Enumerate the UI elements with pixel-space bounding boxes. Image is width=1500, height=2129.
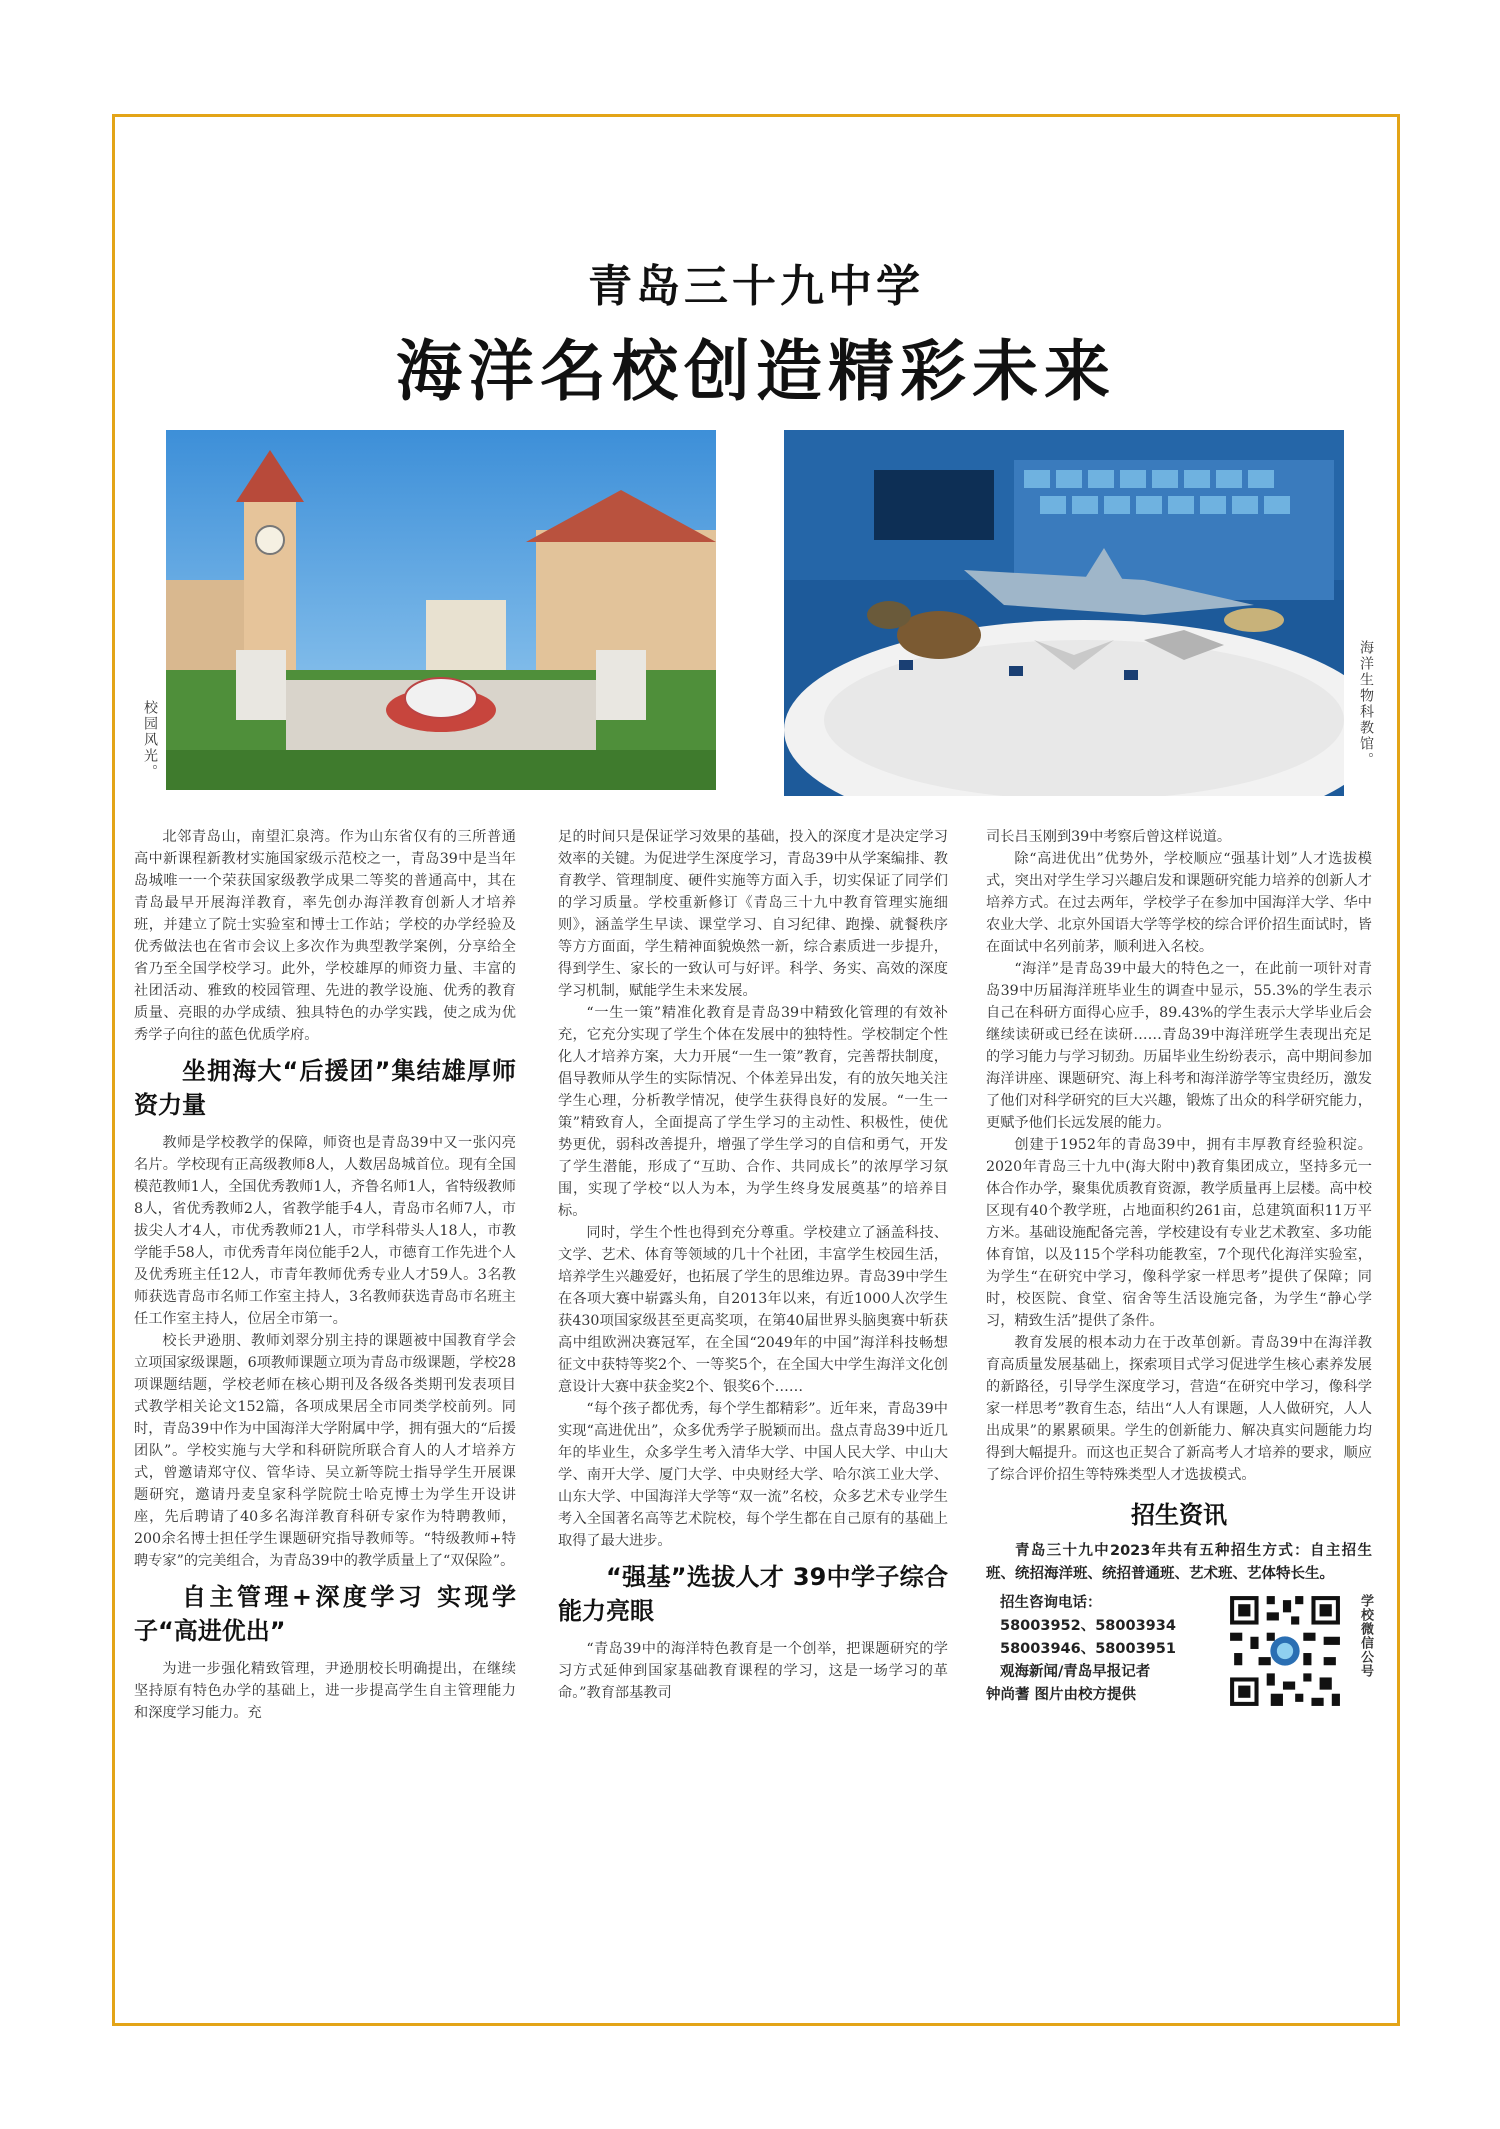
recruitment-info — [986, 1540, 1372, 1720]
intro-paragraph: 北邻青岛山，南望汇泉湾。作为山东省仅有的三所普通高中新课程新教材实施国家级示范校之一，青岛39中是当年岛城唯一一个荣获国家级教学成果二等奖的普通高中，其在青岛最早开展海洋教育，率先创办海洋教育创新人才培养班，并建立了院士实验室和博士工作站；学校的办学经验及优秀做法也在省市会议上多次作为典型教学案例，分享给全省乃至全国学校学习。此外，学校雄厚的师资力量、丰富的社团活动、雅致的校园管理、先进的教学设施、优秀的教育质量、亮眼的办学成绩、独具特色的办学实践，使之成为优秀学子向往的蓝色优质学府。 — [134, 829, 516, 1043]
recruitment-intro: 青岛三十九中2023年共有五种招生方式：自主招生班、统招海洋班、统招普通班、艺术班、艺体特长生。 — [986, 1543, 1372, 1582]
recruitment-title: 招生资讯 — [1131, 1501, 1227, 1529]
photo-caption-campus: 校园风光。 — [142, 700, 158, 780]
photo-caption-museum: 海洋生物科教馆。 — [1358, 640, 1374, 768]
body-paragraph: 教师是学校教学的保障，师资也是青岛39中又一张闪亮名片。学校现有正高级教师8人，人数居岛城首位。现有全国模范教师1人，全国优秀教师1人，齐鲁名师1人，省特级教师8人，省优秀教师2人，省教学能手4人，青岛市名师7人，市拔尖人才4人，市优秀教师21人，市学科带头人18人，市教学能手58人，市优秀青年岗位能手2人，市德育工作先进个人及优秀班主任12人，市青年教师优秀专业人才59人。3名教师获选青岛市名师工作室主持人，3名教师获选青岛市名班主任工作室主持人，位居全市第一。 — [134, 1135, 516, 1327]
body-paragraph: “每个孩子都优秀，每个学生都精彩”。近年来，青岛39中实现“高进优出”，众多优秀学子脱颖而出。盘点青岛39中近几年的毕业生，众多学生考入清华大学、中国人民大学、中山大学、南开大学、厦门大学、中央财经大学、哈尔滨工业大学、山东大学、中国海洋大学等“双一流”名校，众多艺术专业学生考入全国著名高等艺术院校，每个学生都在自己原有的基础上取得了最大进步。 — [558, 1401, 948, 1549]
body-paragraph: 同时，学生个性也得到充分尊重。学校建立了涵盖科技、文学、艺术、体育等领域的几十个社团，丰富学生校园生活，培养学生兴趣爱好，也拓展了学生的思维边界。青岛39中学生在各项大赛中崭露头角，自2013年以来，有近1000人次学生获430项国家级甚至更高奖项，在第40届世界头脑奥赛中斩获高中组欧洲决赛冠军，在全国“2049年的中国”海洋科技畅想征文中获特等奖2个、一等奖5个，在全国大中学生海洋文化创意设计大赛中获金奖2个、银奖6个…… — [558, 1225, 948, 1395]
body-paragraph: “青岛39中的海洋特色教育是一个创举，把课题研究的学习方式延伸到国家基础教育课程的学习，这是一场学习的革命。”教育部基教司 — [558, 1641, 948, 1701]
phone-label: 招生咨询电话： — [1000, 1595, 1102, 1611]
body-paragraph: 足的时间只是保证学习效果的基础，投入的深度才是决定学习效率的关键。为促进学生深度学习，青岛39中从学案编排、教育教学、管理制度、硬件实施等方面入手，切实保证了同学们的学习质量。学校重新修订《青岛三十九中教育管理实施细则》，涵盖学生早读、课堂学习、自习纪律、跑操、就餐秩序等方方面面，学生精神面貌焕然一新，综合素质进一步提升，得到学生、家长的一致认可与好评。科学、务实、高效的深度学习机制，赋能学生未来发展。 — [558, 829, 948, 999]
body-paragraph: 司长吕玉刚到39中考察后曾这样说道。 — [986, 829, 1232, 845]
wechat-qr-code — [1226, 1592, 1344, 1710]
body-paragraph: “一生一策”精准化教育是青岛39中精致化管理的有效补充，它充分实现了学生个体在发展中的独特性。学校制定个性化人才培养方案，大力开展“一生一策”教育，完善帮扶制度，倡导教师从学生的实际情况、个体差异出发，有的放矢地关注学生心理，分析教学情况，使学生获得良好的发展。“一生一策”精致育人，全面提高了学生学习的主动性、积极性，使优势更优，弱科改善提升，增强了学生学习的自信和勇气，开发了学生潜能，形成了“互助、合作、共同成长”的浓厚学习氛围，实现了学校“以人为本，为学生终身发展奠基”的培养目标。 — [558, 1005, 948, 1219]
phone-list — [986, 1592, 1176, 1707]
qr-caption: 学校微信公号 — [1358, 1594, 1373, 1678]
photo-credit: 钟尚蓍 图片由校方提供 — [986, 1687, 1137, 1703]
body-paragraph: 除“高进优出”优势外，学校顺应“强基计划”人才选拔模式，突出对学生学习兴趣启发和课题研究能力培养的创新人才培养方式。在过去两年，学校学子在参加中国海洋大学、华中农业大学、北京外国语大学等学校的综合评价招生面试时，皆在面试中名列前茅，顺利进入名校。 — [986, 851, 1372, 955]
body-paragraph: “海洋”是青岛39中最大的特色之一，在此前一项针对青岛39中历届海洋班毕业生的调查中显示，55.3%的学生表示自己在科研方面得心应手，89.43%的学生表示大学毕业后会继续读研或已经在读研……青岛39中海洋班学生表现出充足的学习能力与学习韧劲。历届毕业生纷纷表示，高中期间参加海洋讲座、课题研究、海上科考和海洋游学等宝贵经历，激发了他们对科学研究的巨大兴趣，锻炼了出众的科学研究能力，更赋予他们长远发展的能力。 — [986, 961, 1372, 1131]
article-column-3 — [986, 826, 1372, 1720]
article-column-2 — [558, 826, 948, 1704]
section-heading-faculty: 坐拥海大“后援团”集结雄厚师资力量 — [134, 1057, 516, 1119]
article-headline: 海洋名校创造精彩未来 — [396, 332, 1116, 410]
reporter-credit: 观海新闻/青岛早报记者 — [1000, 1664, 1151, 1680]
contact-block — [986, 1592, 1372, 1720]
phone-numbers: 58003952、58003934 — [1000, 1618, 1176, 1634]
article-column-1 — [134, 826, 516, 1724]
body-paragraph: 教育发展的根本动力在于改革创新。青岛39中在海洋教育高质量发展基础上，探索项目式学习促进学生核心素养发展的新路径，引导学生深度学习，营造“在研究中学习，像科学家一样思考”教育生态，结出“人人有课题，人人做研究，人人出成果”的累累硕果。学生的创新能力、解决真实问题能力均得到大幅提升。而这也正契合了新高考人才培养的要求，顺应了综合评价招生等特殊类型人才选拔模式。 — [986, 1335, 1372, 1483]
article-kicker: 青岛三十九中学 — [588, 261, 924, 312]
body-paragraph: 创建于1952年的青岛39中，拥有丰厚教育经验积淀。2020年青岛三十九中(海大附中)教育集团成立，坚持多元一体合作办学，聚集优质教育资源，教学质量再上层楼。高中校区现有40个教学班，占地面积约261亩，总建筑面积11万平方米。基础设施配备完善，学校建设有专业艺术教室、多功能体育馆，以及115个学科功能教室，7个现代化海洋实验室，为学生“在研究中学习，像科学家一样思考”提供了保障；同时，校医院、食堂、宿舍等生活设施完备，为学生“静心学习，精致生活”提供了条件。 — [986, 1137, 1372, 1329]
phone-numbers: 58003946、58003951 — [1000, 1641, 1176, 1657]
marine-museum-photo — [784, 430, 1344, 796]
section-heading-talent: “强基”选拔人才 39中学子综合能力亮眼 — [558, 1563, 948, 1625]
section-heading-management: 自主管理+深度学习 实现学子“高进优出” — [134, 1583, 516, 1645]
body-paragraph: 校长尹逊朋、教师刘翠分别主持的课题被中国教育学会立项国家级课题，6项教师课题立项为青岛市级课题，学校28项课题结题，学校老师在核心期刊及各级各类期刊发表项目式教学相关论文152篇，各项成果居全市同类学校前列。同时，青岛39中作为中国海洋大学附属中学，拥有强大的“后援团队”。学校实施与大学和科研院所联合育人的人才培养方式，曾邀请郑守仪、管华诗、吴立新等院士指导学生开展课题研究，邀请丹麦皇家科学院院士哈克博士为学生开设讲座，先后聘请了40多名海洋教育科研专家作为特聘教师，200余名博士担任学生课题研究指导教师等。“特级教师+特聘专家”的完美组合，为青岛39中的教学质量上了“双保险”。 — [134, 1333, 516, 1569]
body-paragraph: 为进一步强化精致管理，尹逊朋校长明确提出，在继续坚持原有特色办学的基础上，进一步提高学生自主管理能力和深度学习能力。充 — [134, 1661, 516, 1721]
campus-photo — [166, 430, 716, 790]
